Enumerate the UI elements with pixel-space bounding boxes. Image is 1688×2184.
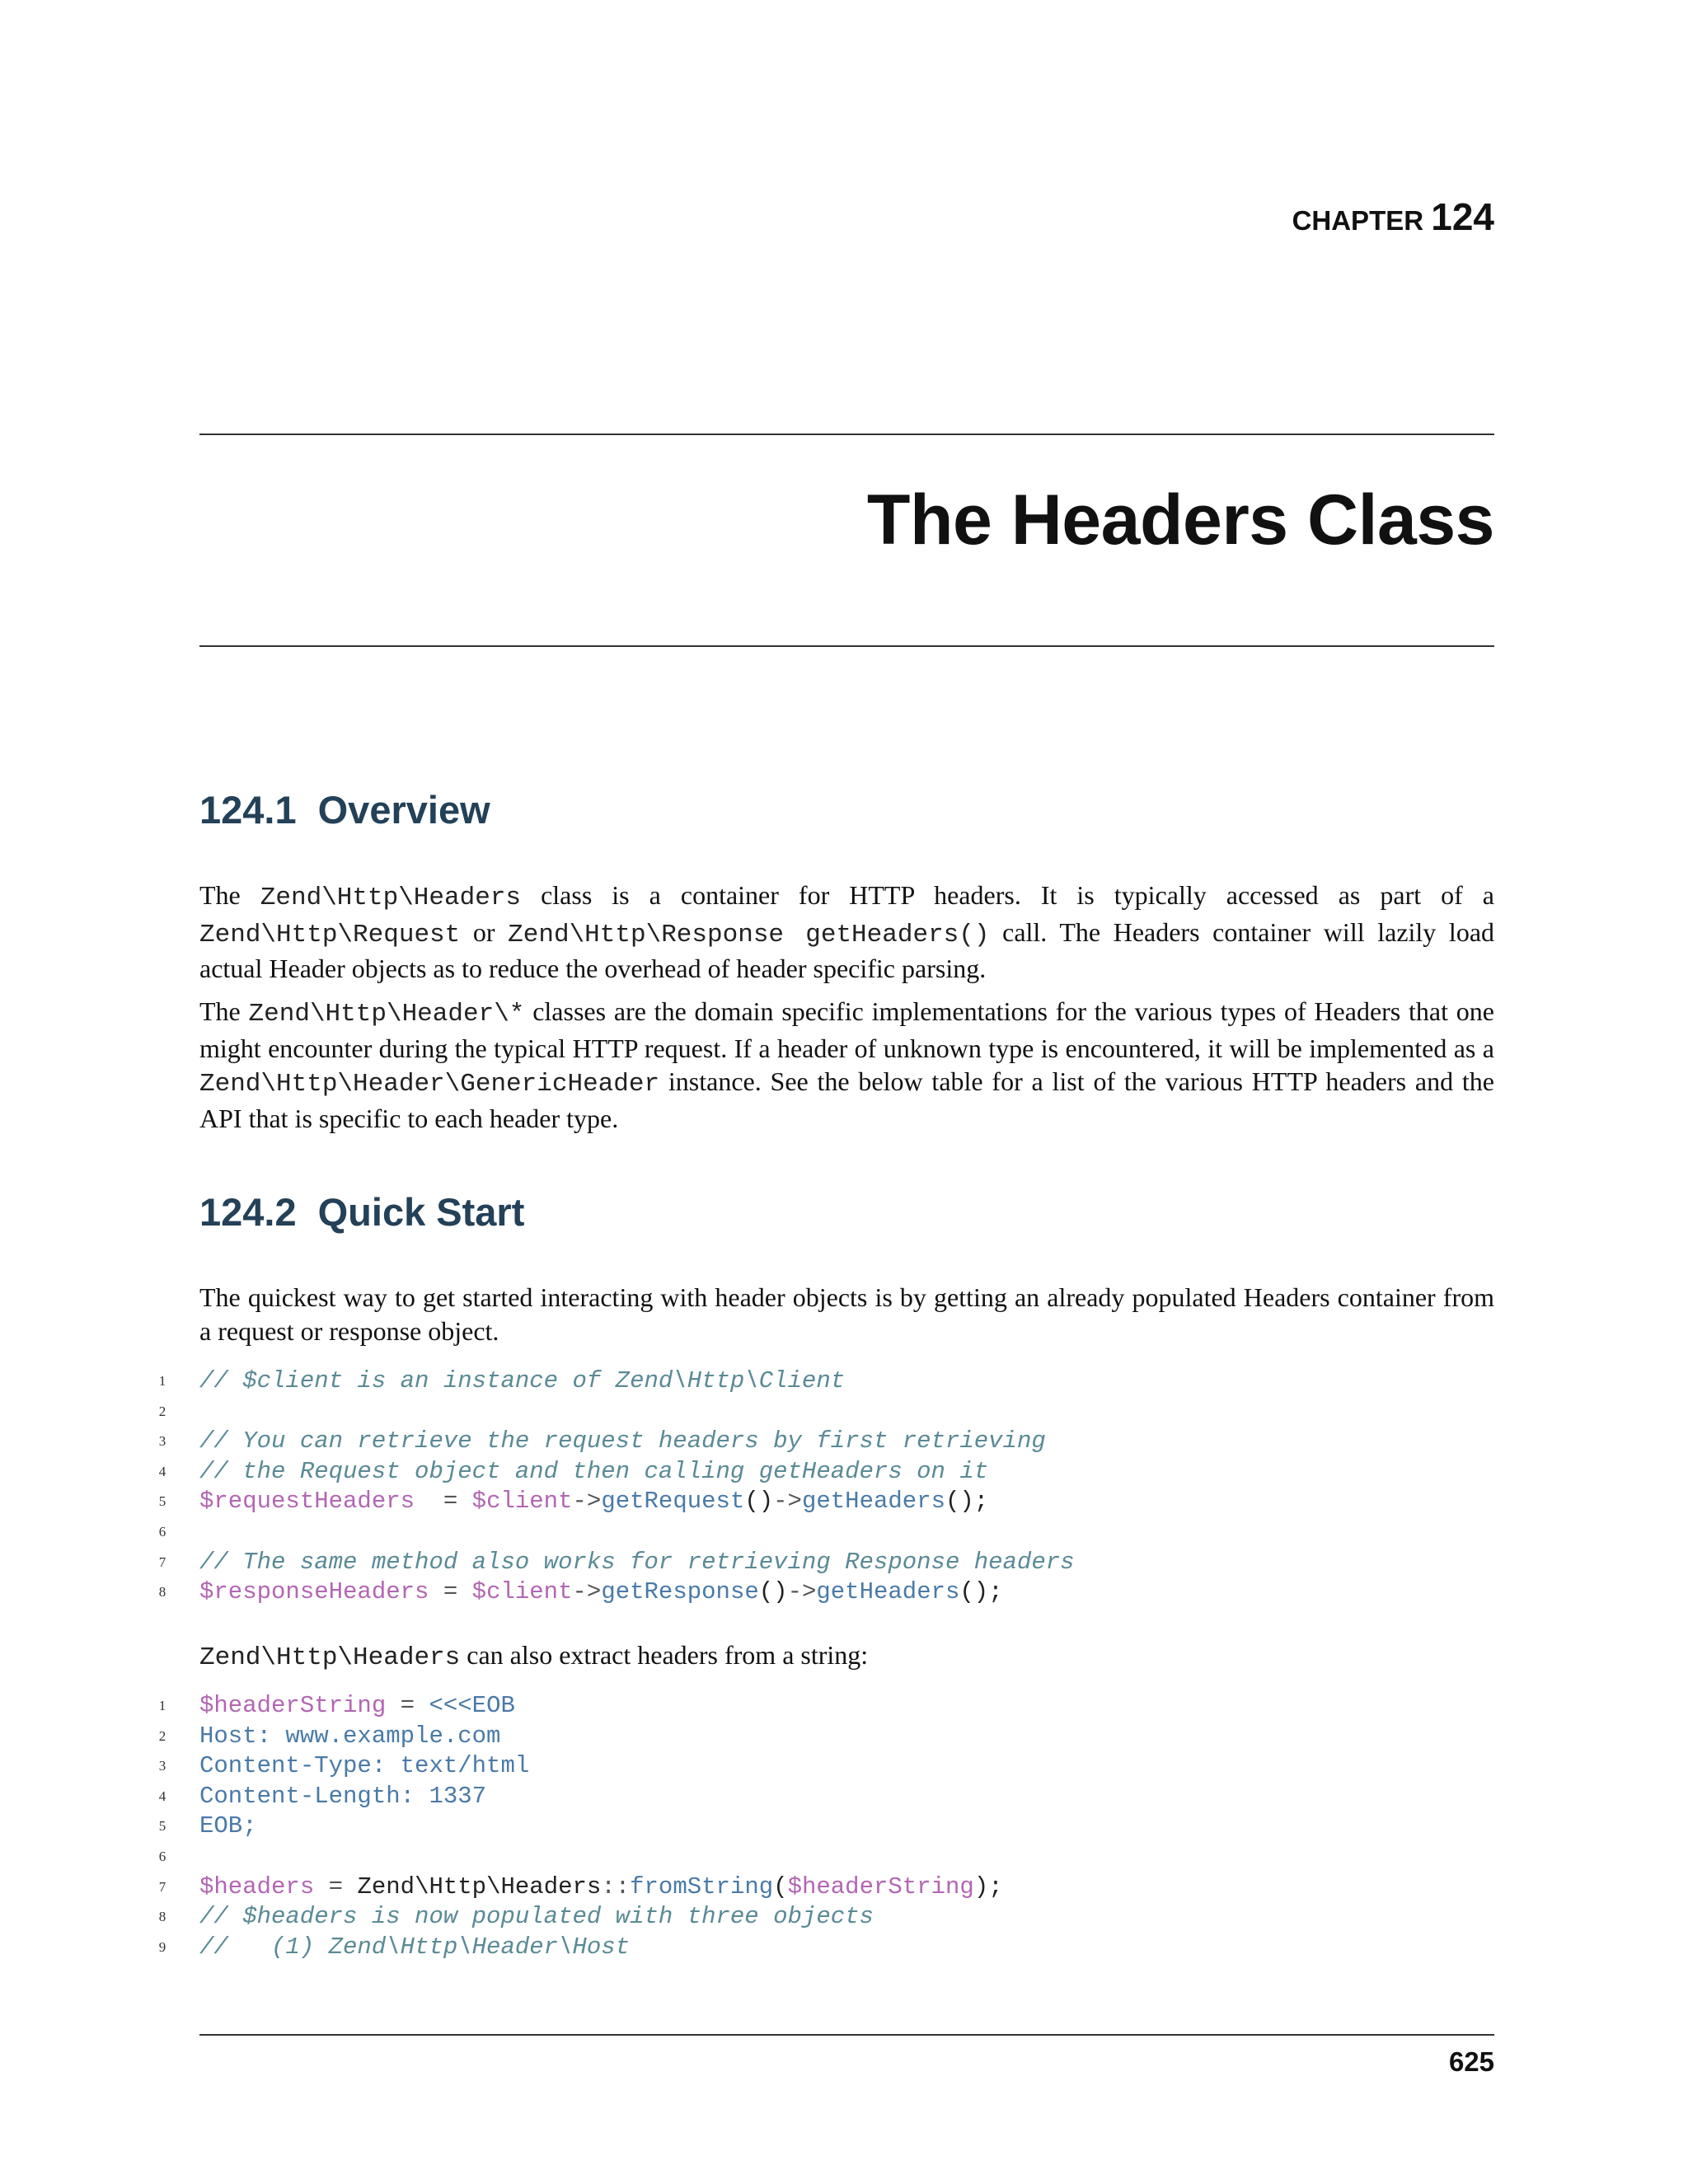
code-line: 5 $requestHeaders = $client->getRequest()->getHeaders(); [158,1488,989,1516]
section-title: Overview [317,788,490,832]
inline-code: Zend\Http\Response getHeaders() [508,920,990,949]
chapter-label [1292,194,1494,239]
code-comment: // $headers is now populated with three objects [199,1903,874,1931]
code-operator: :: [601,1872,631,1900]
code-line: 3 // You can retrieve the request headers by first retrieving [157,1427,1494,1457]
code-space [429,1578,443,1605]
code-comment: // You can retrieve the request headers by first retrieving [199,1427,1046,1455]
text-run: classes are the domain specific implementations for the various types of Headers that one might encounter during the typical HTTP request. If a header of unknown type is encountered, it will be implemented as a [199,996,1495,1063]
code-function: getRequest [601,1488,745,1516]
page-number: 625 [1448,2046,1494,2077]
section-title: Quick Start [317,1190,525,1234]
code-string: EOB; [199,1812,257,1840]
text-run: The [199,880,260,910]
code-line: 4 Content-Length: 1337 [157,1782,1494,1812]
code-operator: -> [773,1488,802,1516]
code-block-1 [157,1366,1494,1608]
code-line: 9 // (1) Zend\Http\Header\Host [157,1933,1494,1963]
code-variable: $client [471,1488,573,1516]
overview-paragraph-1 [199,879,1494,986]
code-operator: = [443,1488,472,1516]
section-number: 124.2 [199,1190,297,1234]
text-run: instance. See the below table for a list of the various HTTP headers and the API that is specific to each header type. [199,1066,1494,1133]
code-line: 3 Content-Type: text/html [157,1751,1494,1782]
code-line: 7 $headers = Zend\Http\Headers::fromString($headerString); [158,1872,1003,1900]
code-string: Content-Type: text/html [199,1752,530,1780]
chapter-number: 124 [1431,195,1494,238]
code-variable: $responseHeaders [199,1578,429,1606]
code-space [415,1488,443,1515]
code-string: Host: www.example.com [199,1722,501,1750]
section-heading-overview [199,787,490,832]
code-variable: $client [471,1578,573,1606]
code-class-name: Zend\Http\Headers [357,1872,602,1900]
code-punct: ( [773,1872,788,1900]
code-line: 1 $headerString = <<<EOB [158,1692,515,1719]
code-variable: $headers [199,1872,315,1900]
code-line: 2 Host: www.example.com [157,1722,1494,1752]
code-operator: = [386,1692,429,1719]
code-function: getHeaders [816,1578,960,1606]
text-run: or [460,916,509,947]
code-operator: = [443,1578,472,1606]
code-block-2 [157,1691,1494,1962]
code-variable: $requestHeaders [199,1488,415,1516]
code-variable: $headerString [199,1692,387,1719]
code-line: 6 [158,1848,166,1864]
text-run: The [199,996,249,1026]
code-line: 1 // $client is an instance of Zend\Http\Client [157,1366,1494,1397]
text-run: class is a container for HTTP headers. It is typically accessed as part of a [521,880,1495,910]
quickstart-paragraph-2 [199,1638,1494,1675]
code-function: fromString [630,1872,774,1900]
quickstart-paragraph-1: The quickest way to get started interacting with header objects is by getting an already populated Headers container from a request or response object. [199,1282,1494,1346]
code-line: 2 [158,1403,166,1419]
inline-code: Zend\Http\Header\GenericHeader [199,1070,660,1099]
code-punct: () [744,1488,774,1516]
code-operator: = [314,1872,358,1900]
inline-code: Zend\Http\Header\* [248,1000,525,1029]
inline-code: Zend\Http\Headers [260,883,522,912]
code-operator: -> [572,1488,602,1516]
code-line: 8 $responseHeaders = $client->getResponse()->getHeaders(); [158,1578,1003,1606]
code-comment: // $client is an instance of Zend\Http\Client [199,1367,846,1394]
code-punct: (); [959,1578,1003,1606]
code-string: Content-Length: 1337 [199,1782,487,1810]
inline-code: Zend\Http\Request [199,920,461,949]
footer-rule [199,2034,1494,2036]
code-line: 7 // The same method also works for retrieving Response headers [157,1548,1494,1578]
chapter-word: CHAPTER [1292,205,1424,236]
section-heading-quick-start [199,1189,524,1235]
text-run: call. The Headers container will lazily load actual Header objects as to reduce the overhead of header specific parsing. [199,916,1495,983]
title-bottom-rule [199,645,1494,647]
code-line: 4 // the Request object and then calling getHeaders on it [157,1457,1494,1488]
code-punct: (); [945,1488,989,1516]
overview-paragraph-2 [199,995,1494,1135]
inline-code: Zend\Http\Headers [199,1643,461,1672]
chapter-title: The Headers Class [866,480,1494,560]
title-top-rule [199,434,1494,435]
code-function: getHeaders [801,1488,945,1516]
code-line: 8 // $headers is now populated with three objects [157,1902,1494,1933]
code-punct: () [758,1578,788,1606]
code-comment: // (1) Zend\Http\Header\Host [199,1933,631,1961]
code-string: <<<EOB [429,1692,515,1719]
code-line: 6 [158,1523,166,1540]
code-function: getResponse [601,1578,759,1606]
code-operator: -> [787,1578,817,1606]
code-operator: -> [572,1578,602,1606]
section-number: 124.1 [199,788,297,832]
code-punct: ); [973,1872,1003,1900]
code-line: 5 EOB; [157,1811,1494,1842]
code-comment: // the Request object and then calling getHeaders on it [199,1457,989,1485]
text-run: can also extract headers from a string: [460,1640,869,1670]
code-variable: $headerString [787,1872,974,1900]
code-comment: // The same method also works for retrieving Response headers [199,1548,1075,1576]
